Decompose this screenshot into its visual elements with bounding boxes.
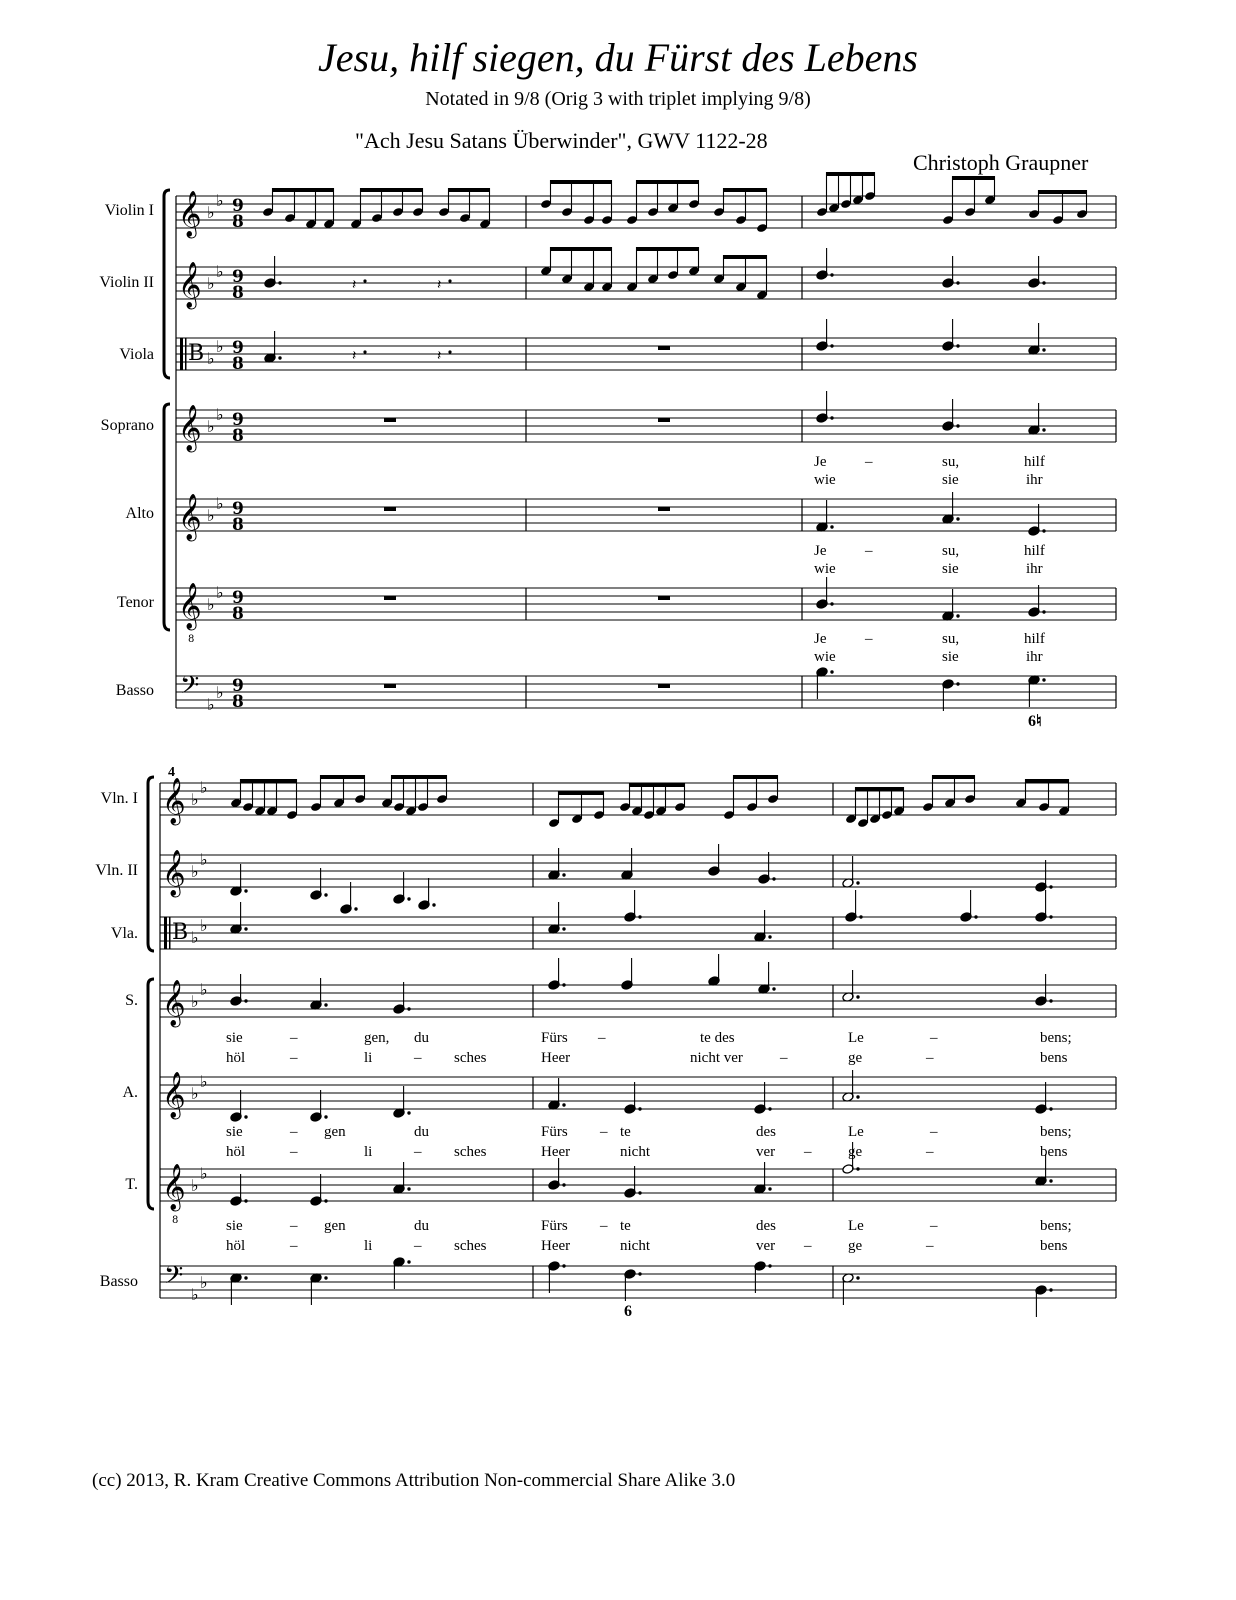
measure-rest [384, 684, 396, 688]
part-label-s: S. [125, 992, 138, 1009]
note-dot [856, 1095, 859, 1098]
key-flat: ♭ [200, 1164, 208, 1183]
lyric-a-sys2: – [926, 1144, 934, 1160]
lyric-a-sys2: des [756, 1124, 776, 1140]
lyric-t-sys2: te [620, 1218, 631, 1234]
lyric-a-sys2: – [804, 1144, 812, 1160]
figured-bass-1: 6♮ [1028, 713, 1042, 730]
part-label-soprano: Soprano [100, 417, 154, 434]
note-dot [974, 915, 977, 918]
part-label-t: T. [125, 1176, 138, 1193]
alto-clef-bar [185, 338, 187, 370]
lyric-s-sys2: – [598, 1030, 606, 1046]
lyric-t-1: Je [814, 631, 827, 647]
part-label-vla: Vla. [110, 925, 138, 942]
note-dot [830, 416, 833, 419]
key-flat: ♭ [207, 203, 215, 222]
part-label-viola: Viola [119, 346, 154, 363]
note-dot [856, 1276, 859, 1279]
beam [241, 779, 297, 783]
key-flat: ♭ [216, 405, 224, 424]
treble-clef: 𝄞 [178, 405, 202, 451]
bass-clef: 𝄢 [180, 671, 200, 706]
time-sig-top: 9 [232, 196, 244, 216]
note-dot [956, 517, 959, 520]
lyric-a-sys2: gen [324, 1124, 346, 1140]
note-dot [768, 1187, 771, 1190]
lyric-a-sys2: ge [848, 1144, 863, 1160]
lyric-s-sys2: – [926, 1050, 934, 1066]
lyric-t-sys2: li [364, 1238, 373, 1254]
part-label-violin-2: Violin II [99, 274, 154, 291]
lyric-t-sys2: du [414, 1218, 429, 1234]
beam [734, 775, 778, 779]
treble-clef: 𝄞 [162, 850, 186, 896]
beam [933, 775, 975, 779]
lyric-a-7: ihr [1026, 561, 1043, 577]
key-flat: ♭ [207, 695, 215, 714]
figured-bass-2: 6 [624, 1303, 632, 1320]
lyric-t-sys2: bens [1040, 1238, 1068, 1254]
lyric-s-sys2: – [780, 1050, 788, 1066]
lyric-t-sys2: Fürs [541, 1218, 568, 1234]
measure-rest [658, 418, 670, 422]
key-flat: ♭ [207, 417, 215, 436]
measure-rest [658, 596, 670, 600]
measure-rest [384, 596, 396, 600]
note-dot [956, 614, 959, 617]
alto-clef-bar [180, 338, 183, 370]
beam [273, 188, 334, 192]
lyric-s-sys2: – [290, 1030, 298, 1046]
note-dot [856, 1167, 859, 1170]
lyric-s-sys2: – [414, 1050, 422, 1066]
note-dot [830, 525, 833, 528]
note-dot [638, 915, 641, 918]
lyric-s-sys2: li [364, 1050, 373, 1066]
note-dot [244, 1199, 247, 1202]
lyric-s-4: hilf [1024, 454, 1045, 470]
key-flat: ♭ [200, 1072, 208, 1091]
time-sig-bottom: 8 [232, 212, 244, 232]
note-dot [562, 1183, 565, 1186]
beam [361, 188, 423, 192]
lyric-t-sys2: ge [848, 1238, 863, 1254]
key-flat: ♭ [216, 494, 224, 513]
lyric-s-sys2: ge [848, 1050, 863, 1066]
note-dot [856, 881, 859, 884]
time-sig-bottom: 8 [232, 692, 244, 712]
lyric-a-sys2: Fürs [541, 1124, 568, 1140]
lyric-t-6: sie [942, 649, 959, 665]
lyric-s-sys2: gen, [364, 1030, 390, 1046]
quarter-rest-glyph: 𝄽 [352, 277, 357, 293]
lyric-s-2: – [865, 454, 873, 470]
lyric-t-sys2: ver [756, 1238, 776, 1254]
note-dot [278, 356, 281, 359]
note-dot [1049, 1179, 1052, 1182]
lyric-t-7: ihr [1026, 649, 1043, 665]
beam [1026, 779, 1069, 783]
measure-rest [658, 346, 670, 350]
note-dot [1042, 529, 1045, 532]
tenor-8: 8 [188, 634, 195, 645]
beam [551, 180, 612, 184]
note-dot [1049, 885, 1052, 888]
beam [724, 255, 767, 259]
key-flat: ♭ [216, 262, 224, 281]
time-sig-top: 9 [232, 410, 244, 430]
note-dot [407, 1187, 410, 1190]
lyric-a-sys2: – [600, 1124, 608, 1140]
key-flat: ♭ [191, 1285, 199, 1304]
lyric-a-sys2: ver [756, 1144, 776, 1160]
part-label-tenor: Tenor [116, 594, 154, 611]
lyric-t-sys2: höl [226, 1238, 246, 1254]
time-sig-bottom: 8 [232, 283, 244, 303]
lyric-a-sys2: Heer [541, 1144, 571, 1160]
note-dot [956, 682, 959, 685]
lyric-t-sys2: Le [848, 1218, 864, 1234]
treble-clef: 𝄞 [178, 191, 202, 237]
note-dot [244, 1115, 247, 1118]
time-sig-top: 9 [232, 676, 244, 696]
key-flat: ♭ [200, 1273, 208, 1292]
lyric-s-sys2: – [930, 1030, 938, 1046]
part-label-basso-2: Basso [99, 1273, 138, 1290]
lyric-t-5: wie [814, 649, 836, 665]
system-2 [148, 775, 1116, 1317]
note-dot [956, 344, 959, 347]
beam [953, 176, 995, 180]
time-sig-bottom: 8 [232, 515, 244, 535]
note-dot [278, 281, 281, 284]
note-dot [407, 1260, 410, 1263]
note-dot [1042, 428, 1045, 431]
beam [827, 172, 875, 176]
note-dot [768, 935, 771, 938]
note-dot [324, 1199, 327, 1202]
beam [630, 783, 685, 787]
lyric-t-sys2: sches [454, 1238, 487, 1254]
lyric-a-sys2: nicht [620, 1144, 650, 1160]
beam [392, 775, 447, 779]
note-dot [830, 344, 833, 347]
note-dot [324, 1115, 327, 1118]
lyric-t-sys2: – [926, 1238, 934, 1254]
note-dot [432, 903, 435, 906]
note-dot [1042, 281, 1045, 284]
measure-rest [384, 507, 396, 511]
beam [449, 188, 490, 192]
quarter-rest-glyph: 𝄽 [437, 277, 442, 293]
lyric-t-sys2: – [414, 1238, 422, 1254]
lyric-a-sys2: sie [226, 1124, 243, 1140]
note-dot [856, 995, 859, 998]
lyric-t-sys2: – [804, 1238, 812, 1254]
lyric-a-1: Je [814, 543, 827, 559]
alto-clef-bar [169, 917, 171, 949]
key-flat: ♭ [207, 595, 215, 614]
rest-dot [448, 279, 451, 282]
lyric-t-sys2: gen [324, 1218, 346, 1234]
key-flat: ♭ [191, 1176, 199, 1195]
lyric-s-1: Je [814, 454, 827, 470]
lyric-t-sys2: sie [226, 1218, 243, 1234]
lyric-t-2: – [865, 631, 873, 647]
lyric-a-sys2: bens [1040, 1144, 1068, 1160]
lyric-a-sys2: – [930, 1124, 938, 1140]
note-dot [562, 873, 565, 876]
piece-title: Jesu, hilf siegen, du Fürst des Lebens [318, 35, 918, 80]
lyric-t-sys2: Heer [541, 1238, 571, 1254]
beam [724, 188, 767, 192]
lyric-a-sys2: sches [454, 1144, 487, 1160]
note-dot [244, 889, 247, 892]
lyric-s-sys2: nicht ver [690, 1050, 743, 1066]
key-flat: ♭ [191, 992, 199, 1011]
lyric-a-sys2: li [364, 1144, 373, 1160]
lyric-s-sys2: bens; [1040, 1030, 1072, 1046]
lyric-s-sys2: sches [454, 1050, 487, 1066]
part-label-a: A. [122, 1084, 138, 1101]
key-flat: ♭ [207, 506, 215, 525]
lyric-a-3: su, [942, 543, 960, 559]
note-dot [407, 897, 410, 900]
key-flat: ♭ [207, 274, 215, 293]
treble-clef: 𝄞 [178, 494, 202, 540]
lyric-a-sys2: Le [848, 1124, 864, 1140]
note-dot [562, 1103, 565, 1106]
measure-rest [658, 507, 670, 511]
note-dot [638, 1191, 641, 1194]
note-dot [1049, 1107, 1052, 1110]
treble-clef: 𝄞 [178, 262, 202, 308]
lyric-t-sys2: – [290, 1218, 298, 1234]
key-flat: ♭ [191, 1084, 199, 1103]
lyric-s-sys2: te des [700, 1030, 735, 1046]
quarter-rest-glyph: 𝄽 [352, 348, 357, 364]
note-dot [407, 1111, 410, 1114]
lyric-a-sys2: du [414, 1124, 429, 1140]
treble-clef: 𝄞 [162, 1164, 186, 1210]
quarter-rest-glyph: 𝄽 [437, 348, 442, 364]
lyric-a-sys2: – [414, 1144, 422, 1160]
note-dot [324, 1276, 327, 1279]
lyric-t-3: su, [942, 631, 960, 647]
note-dot [638, 1107, 641, 1110]
key-flat: ♭ [191, 790, 199, 809]
note-dot [768, 1264, 771, 1267]
key-flat: ♭ [191, 928, 199, 947]
note-dot [244, 999, 247, 1002]
treble-clef: 𝄞 [178, 583, 202, 629]
key-flat: ♭ [216, 683, 224, 702]
note-dot [956, 424, 959, 427]
note-dot [956, 281, 959, 284]
note-dot [562, 927, 565, 930]
lyric-t-4: hilf [1024, 631, 1045, 647]
note-dot [772, 877, 775, 880]
lyric-s-sys2: du [414, 1030, 429, 1046]
lyric-s-3: su, [942, 454, 960, 470]
note-dot [1042, 348, 1045, 351]
note-dot [859, 915, 862, 918]
alto-clef-glyph: B [172, 920, 189, 945]
rest-dot [363, 350, 366, 353]
license-footer: (cc) 2013, R. Kram Creative Commons Attribution Non-commercial Share Alike 3.0 [92, 1470, 736, 1491]
time-sig-bottom: 8 [232, 354, 244, 374]
key-flat: ♭ [200, 778, 208, 797]
lyric-t-sys2: – [290, 1238, 298, 1254]
lyric-s-sys2: höl [226, 1050, 246, 1066]
key-flat: ♭ [207, 349, 215, 368]
note-dot [1049, 1288, 1052, 1291]
note-dot [1042, 678, 1045, 681]
notation-note: Notated in 9/8 (Orig 3 with triplet implying 9/8) [425, 88, 811, 110]
part-label-violin-1: Violin I [104, 202, 154, 219]
note-dot [562, 1264, 565, 1267]
note-dot [772, 987, 775, 990]
key-flat: ♭ [200, 980, 208, 999]
measure-rest [658, 684, 670, 688]
lyric-s-sys2: Le [848, 1030, 864, 1046]
lyric-s-sys2: sie [226, 1030, 243, 1046]
note-dot [562, 983, 565, 986]
note-dot [830, 670, 833, 673]
time-sig-top: 9 [232, 267, 244, 287]
beam [559, 791, 604, 795]
lyric-a-4: hilf [1024, 543, 1045, 559]
note-dot [244, 927, 247, 930]
lyric-a-sys2: bens; [1040, 1124, 1072, 1140]
lyric-t-sys2: – [930, 1218, 938, 1234]
note-dot [830, 273, 833, 276]
bracket-voices-2 [148, 979, 154, 1209]
note-dot [407, 1007, 410, 1010]
alto-clef-bar [164, 917, 167, 949]
note-dot [638, 1272, 641, 1275]
treble-clef: 𝄞 [162, 1072, 186, 1118]
beam [321, 775, 365, 779]
key-flat: ♭ [216, 337, 224, 356]
lyric-a-5: wie [814, 561, 836, 577]
lyric-a-sys2: – [290, 1144, 298, 1160]
note-dot [324, 893, 327, 896]
beam [551, 247, 612, 251]
time-sig-bottom: 8 [232, 426, 244, 446]
part-label-alto: Alto [125, 505, 154, 522]
note-dot [244, 1276, 247, 1279]
bracket-voices [164, 404, 170, 630]
beam [856, 787, 904, 791]
lyric-s-7: ihr [1026, 472, 1043, 488]
lyric-a-sys2: te [620, 1124, 631, 1140]
tenor-8: 8 [172, 1215, 179, 1226]
key-flat: ♭ [191, 862, 199, 881]
lyric-t-sys2: des [756, 1218, 776, 1234]
beam [637, 180, 699, 184]
alto-clef-glyph: B [188, 341, 205, 366]
bracket-strings [164, 190, 170, 378]
key-flat: ♭ [216, 583, 224, 602]
lyric-s-sys2: bens [1040, 1050, 1068, 1066]
note-dot [324, 1003, 327, 1006]
part-label-vln-1: Vln. I [100, 790, 138, 807]
work-reference: "Ach Jesu Satans Überwinder", GWV 1122-28 [355, 128, 768, 153]
composer-name: Christoph Graupner [913, 150, 1089, 175]
note-dot [1049, 915, 1052, 918]
lyric-a-6: sie [942, 561, 959, 577]
rest-dot [363, 279, 366, 282]
lyric-t-sys2: – [600, 1218, 608, 1234]
lyric-s-6: sie [942, 472, 959, 488]
rest-dot [448, 350, 451, 353]
time-sig-top: 9 [232, 499, 244, 519]
treble-clef: 𝄞 [162, 778, 186, 824]
bass-clef: 𝄢 [164, 1261, 184, 1296]
bracket-strings-2 [148, 777, 154, 951]
lyric-a-2: – [865, 543, 873, 559]
measure-number: 4 [168, 765, 175, 780]
time-sig-bottom: 8 [232, 604, 244, 624]
lyric-s-sys2: Fürs [541, 1030, 568, 1046]
lyric-a-sys2: – [290, 1124, 298, 1140]
time-sig-top: 9 [232, 588, 244, 608]
key-flat: ♭ [200, 850, 208, 869]
note-dot [1049, 999, 1052, 1002]
lyric-s-sys2: Heer [541, 1050, 571, 1066]
treble-clef: 𝄞 [162, 980, 186, 1026]
note-dot [1042, 610, 1045, 613]
measure-rest [384, 418, 396, 422]
key-flat: ♭ [200, 916, 208, 935]
beam [637, 247, 699, 251]
beam [1039, 190, 1087, 194]
lyric-a-sys2: höl [226, 1144, 246, 1160]
key-flat: ♭ [216, 191, 224, 210]
lyric-t-sys2: nicht [620, 1238, 650, 1254]
part-label-basso: Basso [115, 682, 154, 699]
lyric-t-sys2: bens; [1040, 1218, 1072, 1234]
note-dot [830, 602, 833, 605]
note-dot [354, 907, 357, 910]
lyric-s-5: wie [814, 472, 836, 488]
part-label-vln-2: Vln. II [95, 862, 138, 879]
time-sig-top: 9 [232, 338, 244, 358]
lyric-s-sys2: – [290, 1050, 298, 1066]
note-dot [768, 1107, 771, 1110]
system-1 [164, 172, 1116, 714]
